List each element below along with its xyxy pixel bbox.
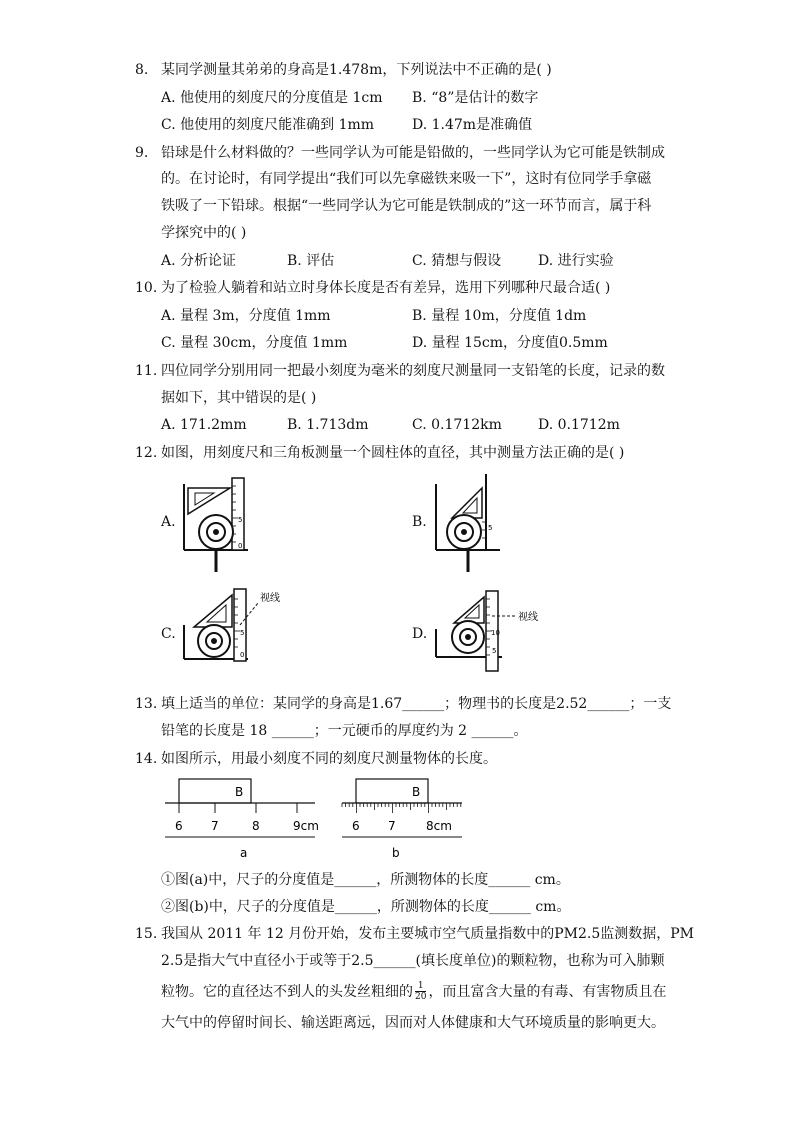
option-a: A. 他使用的刻度尺的分度值是 1cm bbox=[161, 90, 383, 106]
figure-a-measurement-diagram bbox=[180, 474, 260, 574]
cylinder-center bbox=[213, 529, 219, 535]
tick-label-5: 5 bbox=[240, 629, 245, 637]
question-number: 13. bbox=[135, 696, 158, 712]
question-number: 8. bbox=[135, 62, 149, 78]
question-stem-line: 填上适当的单位：某同学的身高是1.67______；物理书的长度是2.52______；一支 bbox=[161, 696, 672, 712]
sub-question-2: ②图(b)中，尺子的分度值是______，所测物体的长度______ cm。 bbox=[161, 899, 571, 915]
question-stem-line: 的。在讨论时，有同学提出“我们可以先拿磁铁来吸一下”，这时有位同学手拿磁 bbox=[161, 171, 652, 187]
tick-label-0: 0 bbox=[240, 651, 245, 659]
question-stem-line: 四位同学分别用同一把最小刻度为毫米的刻度尺测量同一支铅笔的长度，记录的数 bbox=[161, 363, 665, 379]
question-number: 10. bbox=[135, 280, 158, 296]
tick-label-5: 5 bbox=[492, 647, 497, 655]
option-b: B. “8”是估计的数字 bbox=[412, 90, 539, 106]
tick-label-5: 5 bbox=[238, 516, 243, 524]
question-stem: 某同学测量其弟弟的身高是1.478m，下列说法中不正确的是( ) bbox=[161, 62, 552, 78]
fraction bbox=[415, 982, 426, 1002]
question-number: 12. bbox=[135, 445, 158, 461]
question-stem: 如图所示，用最小刻度不同的刻度尺测量物体的长度。 bbox=[161, 751, 497, 767]
tick-label-0: 0 bbox=[238, 542, 243, 550]
option-b: B. 评估 bbox=[287, 253, 335, 269]
option-c: C. 量程 30cm，分度值 1mm bbox=[161, 335, 348, 351]
question-stem-line: 铅笔的长度是 18 ______；一元硬币的厚度约为 2 ______。 bbox=[161, 723, 528, 739]
stem-text: ，而且富含大量的有毒、有害物质且在 bbox=[428, 984, 667, 1000]
option-c: C. 他使用的刻度尺能准确到 1mm bbox=[161, 117, 375, 133]
ruler-fine-ticks bbox=[342, 803, 461, 813]
figure-b-measurement-diagram bbox=[432, 474, 512, 574]
fraction-denominator: 20 bbox=[415, 992, 427, 1002]
question-stem-line: 我国从 2011 年 12 月份开始，发布主要城市空气质量指数中的PM2.5监测数据，PM bbox=[161, 926, 695, 942]
question-stem-line: 2.5是指大气中直径小于或等于2.5______(填长度单位)的颗粒物，也称为可入肺颗 bbox=[161, 953, 665, 969]
sightline-label: 视线 bbox=[260, 593, 280, 604]
option-c: C. 0.1712km bbox=[412, 417, 502, 433]
question-stem-line: 据如下，其中错误的是( ) bbox=[161, 390, 317, 406]
block-label: B bbox=[412, 785, 421, 799]
cylinder-center bbox=[465, 634, 471, 640]
tick-label: 8 bbox=[252, 819, 260, 833]
figure-b-ruler bbox=[340, 777, 470, 863]
option-d: D. 0.1712m bbox=[538, 417, 620, 433]
question-number: 9. bbox=[135, 145, 149, 161]
option-d: D. 量程 15cm，分度值0.5mm bbox=[412, 335, 608, 351]
question-stem: 如图，用刻度尺和三角板测量一个圆柱体的直径，其中测量方法正确的是( ) bbox=[161, 445, 625, 461]
figure-caption: b bbox=[392, 846, 400, 860]
option-b: B. 1.713dm bbox=[287, 417, 369, 433]
figure-a-ruler bbox=[163, 777, 323, 863]
sightline-label: 视线 bbox=[518, 612, 538, 623]
tick-label: 6 bbox=[352, 819, 360, 833]
question-number: 11. bbox=[135, 363, 158, 379]
question-stem-line bbox=[161, 982, 666, 1002]
figure-label-c: C. bbox=[161, 626, 176, 642]
tick-label: 7 bbox=[388, 819, 396, 833]
ruler-ticks bbox=[179, 803, 297, 813]
figure-c-measurement-diagram bbox=[180, 585, 310, 677]
question-stem: 为了检验人躺着和站立时身体长度是否有差异，选用下列哪种尺最合适( ) bbox=[161, 280, 611, 296]
triangle-ruler bbox=[188, 488, 230, 514]
figure-label-b: B. bbox=[412, 514, 427, 530]
tick-label-5: 5 bbox=[488, 524, 493, 532]
tick-label-10: 10 bbox=[491, 629, 500, 637]
figure-caption: a bbox=[240, 846, 248, 860]
option-b: B. 量程 10m，分度值 1dm bbox=[412, 308, 587, 324]
tick-label: 6 bbox=[175, 819, 183, 833]
option-a: A. 量程 3m，分度值 1mm bbox=[161, 308, 331, 324]
question-number: 14. bbox=[135, 751, 158, 767]
stem-text: 粒物。它的直径达不到人的头发丝粗细的 bbox=[161, 984, 413, 1000]
option-a: A. 分析论证 bbox=[161, 253, 237, 269]
option-a: A. 171.2mm bbox=[161, 417, 247, 433]
tick-label: 8cm bbox=[426, 819, 452, 833]
cylinder-center bbox=[461, 529, 467, 535]
figure-label-a: A. bbox=[161, 514, 176, 530]
sub-question-1: ①图(a)中，尺子的分度值是______，所测物体的长度______ cm。 bbox=[161, 872, 570, 888]
option-d: D. 进行实验 bbox=[538, 253, 614, 269]
ruler bbox=[232, 478, 244, 550]
option-c: C. 猜想与假设 bbox=[412, 253, 502, 269]
figure-label-d: D. bbox=[412, 626, 428, 642]
option-d: D. 1.47m是准确值 bbox=[412, 117, 533, 133]
tick-label: 9cm bbox=[293, 819, 319, 833]
question-stem-line: 学探究中的( ) bbox=[161, 225, 247, 241]
question-stem-line: 大气中的停留时间长、输送距离远，因而对人体健康和大气环境质量的影响更大。 bbox=[161, 1015, 665, 1031]
block-label: B bbox=[235, 785, 244, 799]
fraction-numerator: 1 bbox=[417, 981, 424, 991]
question-stem-line: 铅球是什么材料做的？一些同学认为可能是铅做的，一些同学认为它可能是铁制成 bbox=[161, 145, 665, 161]
figure-d-measurement-diagram bbox=[432, 589, 562, 679]
question-stem-line: 铁吸了一下铅球。根据“一些同学认为它可能是铁制成的”这一环节而言，属于科 bbox=[161, 198, 652, 214]
question-number: 15. bbox=[135, 926, 158, 942]
tick-label: 7 bbox=[211, 819, 219, 833]
cylinder-center bbox=[211, 638, 217, 644]
